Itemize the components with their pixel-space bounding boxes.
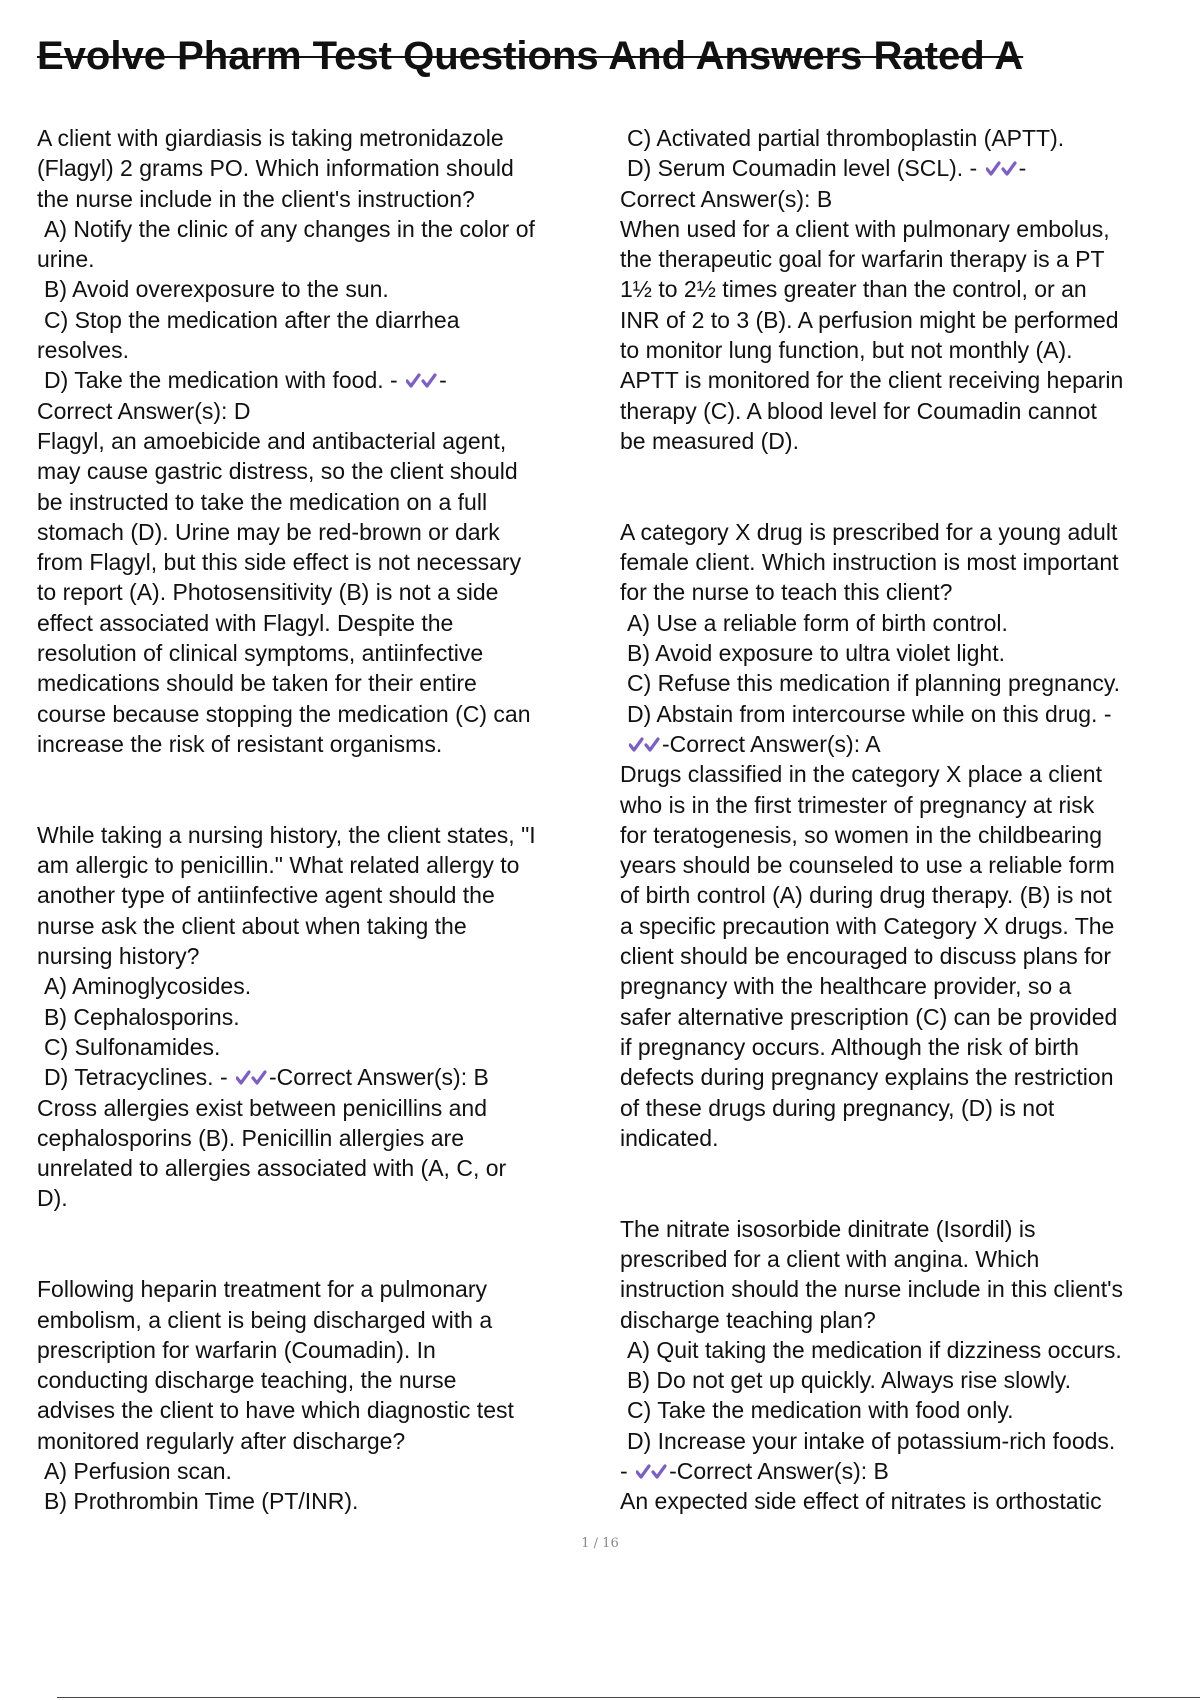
rationale-text: client should be encouraged to discuss plans for — [620, 943, 1111, 970]
footer-divider — [57, 1697, 1200, 1698]
question-text: monitored regularly after discharge? — [37, 1427, 406, 1454]
correct-answer: Correct Answer(s): D — [37, 397, 251, 424]
answer-option-d — [620, 153, 1195, 183]
rationale-text: may cause gastric distress, so the client should — [37, 458, 518, 485]
answer-option-c: C) Activated partial thromboplastin (APTT). — [627, 125, 1065, 151]
question-text: the nurse include in the client's instruction? — [37, 185, 475, 212]
rationale-text: a specific precaution with Category X drugs. The — [620, 912, 1115, 939]
answer-option-c: C) Refuse this medication if planning pregnancy. — [627, 670, 1121, 697]
question-text: embolism, a client is being discharged with a — [37, 1306, 493, 1333]
rationale-text: increase the risk of resistant organisms. — [37, 730, 443, 757]
question-text: prescription for warfarin (Coumadin). In — [37, 1336, 436, 1363]
document-title: Evolve Pharm Test Questions And Answers Rated A — [37, 34, 1024, 78]
rationale-text: therapy (C). A blood level for Coumadin cannot — [620, 397, 1097, 424]
question-isosorbide — [620, 1214, 1195, 1517]
correct-answer-text: -Correct Answer(s): A — [662, 730, 881, 757]
question-text: am allergic to penicillin." What related allergy to — [37, 852, 520, 879]
answer-option-c: C) Take the medication with food only. — [627, 1397, 1014, 1424]
dash-text: - — [439, 367, 447, 394]
rationale-text: When used for a client with pulmonary embolus, — [620, 215, 1110, 242]
rationale-text: indicated. — [620, 1124, 719, 1151]
correct-answer: -Correct Answer(s): B — [269, 1064, 489, 1091]
dash-text: - — [1018, 155, 1027, 182]
question-giardiasis — [37, 123, 603, 759]
question-text: advises the client to have which diagnostic test — [37, 1397, 514, 1424]
answer-option-b: B) Prothrombin Time (PT/INR). — [44, 1488, 359, 1515]
rationale-text: Flagyl, an amoebicide and antibacterial agent, — [37, 427, 507, 454]
rationale-text: D). — [37, 1185, 68, 1212]
answer-option-c-cont: resolves. — [37, 337, 130, 364]
right-column — [620, 123, 1195, 1517]
answer-option-a: A) Notify the clinic of any changes in the color of — [44, 215, 535, 242]
question-penicillin-allergy — [37, 820, 603, 1214]
rationale-text: years should be counseled to use a reliable form — [620, 852, 1115, 879]
answer-option-a: A) Aminoglycosides. — [44, 973, 252, 1000]
answer-option-b: B) Avoid exposure to ultra violet light. — [627, 640, 1006, 667]
option-text: D) Take the medication with food. - — [44, 367, 398, 394]
question-category-x — [620, 517, 1195, 1153]
rationale-text: defects during pregnancy explains the restriction — [620, 1064, 1114, 1091]
question-text: another type of antiinfective agent should the — [37, 882, 495, 909]
page-number: 1 / 16 — [581, 1536, 619, 1551]
rationale-text: be measured (D). — [620, 427, 799, 454]
question-text: for the nurse to teach this client? — [620, 579, 953, 606]
left-column — [37, 123, 603, 1517]
question-text: A client with giardiasis is taking metronidazole — [37, 125, 504, 151]
question-text: The nitrate isosorbide dinitrate (Isordil) is — [620, 1215, 1036, 1242]
question-text: female client. Which instruction is most important — [620, 549, 1119, 576]
rationale-text: Cross allergies exist between penicillins and — [37, 1094, 488, 1121]
question-text: While taking a nursing history, the client states, "I — [37, 821, 536, 848]
rationale-text: cephalosporins (B). Penicillin allergies are — [37, 1124, 464, 1151]
question-text: nursing history? — [37, 943, 200, 970]
correct-answer-text: -Correct Answer(s): B — [669, 1458, 889, 1485]
question-text: (Flagyl) 2 grams PO. Which information should — [37, 155, 514, 182]
answer-option-a: A) Use a reliable form of birth control. — [627, 609, 1008, 636]
double-check-icon — [406, 370, 437, 390]
answer-option-c: C) Sulfonamides. — [44, 1033, 221, 1060]
rationale-text: to monitor lung function, but not monthly (A). — [620, 337, 1073, 364]
rationale-text: medications should be taken for their entire — [37, 670, 477, 697]
answer-option-b: B) Cephalosporins. — [44, 1003, 240, 1030]
rationale-text: for teratogenesis, so women in the childbearing — [620, 821, 1103, 848]
answer-option-a-cont: urine. — [37, 246, 95, 273]
answer-option-a: A) Quit taking the medication if dizziness occurs. — [627, 1336, 1122, 1363]
rationale-text: unrelated to allergies associated with (A, C, or — [37, 1155, 507, 1182]
rationale-text: effect associated with Flagyl. Despite the — [37, 609, 454, 636]
rationale-text: INR of 2 to 3 (B). A perfusion might be performed — [620, 306, 1119, 333]
rationale-text: An expected side effect of nitrates is orthostatic — [620, 1488, 1102, 1515]
rationale-text: the therapeutic goal for warfarin therapy is a PT — [620, 246, 1105, 273]
rationale-text: from Flagyl, but this side effect is not necessary — [37, 549, 522, 576]
rationale-text: of birth control (A) during drug therapy. (B) is not — [620, 882, 1112, 909]
double-check-icon — [986, 158, 1017, 178]
rationale-text: Drugs classified in the category X place a client — [620, 761, 1102, 788]
dash-text: - — [620, 1458, 628, 1485]
option-text: D) Serum Coumadin level (SCL). - — [627, 155, 978, 182]
rationale-text: course because stopping the medication (C) can — [37, 700, 531, 727]
answer-option-d: D) Abstain from intercourse while on this drug. - — [627, 700, 1112, 727]
double-check-icon — [629, 734, 660, 754]
answer-option-b: B) Avoid overexposure to the sun. — [44, 276, 389, 303]
answer-option-b: B) Do not get up quickly. Always rise slowly. — [627, 1367, 1071, 1394]
double-check-icon — [636, 1461, 667, 1481]
question-warfarin-monitoring — [37, 1274, 603, 1516]
correct-answer: Correct Answer(s): B — [620, 185, 833, 212]
question-text: instruction should the nurse include in this client's — [620, 1276, 1124, 1303]
answer-option-a: A) Perfusion scan. — [44, 1458, 232, 1485]
rationale-text: if pregnancy occurs. Although the risk of birth — [620, 1033, 1079, 1060]
question-text: prescribed for a client with angina. Which — [620, 1245, 1040, 1272]
correct-answer — [620, 729, 1195, 759]
rationale-text: stomach (D). Urine may be red-brown or dark — [37, 518, 500, 545]
answer-option-d: D) Increase your intake of potassium-rich foods. — [627, 1427, 1116, 1454]
rationale-text: resolution of clinical symptoms, antiinfective — [37, 640, 484, 667]
question-text: discharge teaching plan? — [620, 1306, 876, 1333]
rationale-text: of these drugs during pregnancy, (D) is not — [620, 1094, 1055, 1121]
rationale-text: safer alternative prescription (C) can be provided — [620, 1003, 1118, 1030]
rationale-text: 1½ to 2½ times greater than the control, or an — [620, 276, 1087, 303]
question-text: conducting discharge teaching, the nurse — [37, 1367, 457, 1394]
answer-option-c: C) Stop the medication after the diarrhea — [44, 306, 460, 333]
answer-option-d — [37, 1062, 603, 1092]
correct-answer — [620, 1456, 1195, 1486]
double-check-icon — [236, 1067, 267, 1087]
rationale-text: who is in the first trimester of pregnancy at risk — [620, 791, 1095, 818]
answer-option-d — [37, 365, 603, 395]
rationale-text: pregnancy with the healthcare provider, so a — [620, 973, 1072, 1000]
rationale-text: be instructed to take the medication on a full — [37, 488, 488, 515]
rationale-text: to report (A). Photosensitivity (B) is not a side — [37, 579, 499, 606]
question-warfarin-monitoring-cont — [620, 123, 1195, 456]
question-text: Following heparin treatment for a pulmonary — [37, 1276, 488, 1303]
question-text: nurse ask the client about when taking the — [37, 912, 467, 939]
question-text: A category X drug is prescribed for a young adult — [620, 518, 1118, 545]
option-text: D) Tetracyclines. - — [44, 1064, 228, 1091]
rationale-text: APTT is monitored for the client receiving heparin — [620, 367, 1124, 394]
